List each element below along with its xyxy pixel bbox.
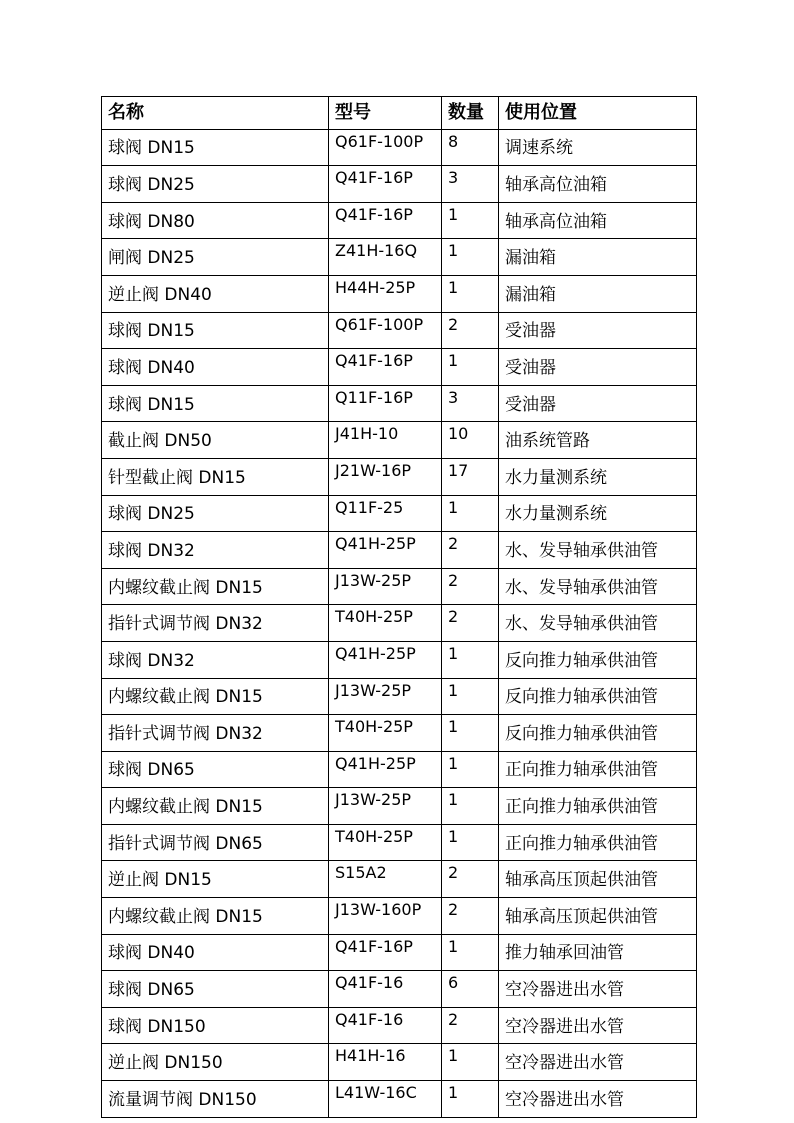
- cell-name: 球阀 DN25: [102, 166, 329, 203]
- table-row: [102, 678, 697, 715]
- cell-name: 球阀 DN40: [102, 934, 329, 971]
- cell-location: 正向推力轴承供油管: [499, 788, 697, 825]
- table-row: [102, 422, 697, 459]
- cell-name: 针型截止阀 DN15: [102, 458, 329, 495]
- cell-location: 受油器: [499, 349, 697, 386]
- cell-location: 轴承高压顶起供油管: [499, 898, 697, 935]
- cell-name: 流量调节阀 DN150: [102, 1081, 329, 1118]
- cell-location: 正向推力轴承供油管: [499, 751, 697, 788]
- cell-model: J41H-10: [329, 422, 442, 459]
- cell-location: 水、发导轴承供油管: [499, 532, 697, 569]
- cell-name: 逆止阀 DN40: [102, 275, 329, 312]
- cell-model: Q11F-25: [329, 495, 442, 532]
- cell-location: 空冷器进出水管: [499, 971, 697, 1008]
- cell-name: 球阀 DN15: [102, 129, 329, 166]
- cell-name: 截止阀 DN50: [102, 422, 329, 459]
- cell-location: 调速系统: [499, 129, 697, 166]
- cell-location: 轴承高位油箱: [499, 202, 697, 239]
- table-row: [102, 605, 697, 642]
- table-row: [102, 1081, 697, 1118]
- cell-qty: 2: [442, 605, 499, 642]
- table-row: [102, 532, 697, 569]
- header-location: 使用位置: [499, 97, 697, 130]
- cell-location: 反向推力轴承供油管: [499, 678, 697, 715]
- cell-model: J13W-25P: [329, 678, 442, 715]
- cell-model: J13W-25P: [329, 568, 442, 605]
- table-row: [102, 751, 697, 788]
- cell-qty: 2: [442, 861, 499, 898]
- cell-model: Q41F-16: [329, 1007, 442, 1044]
- cell-qty: 17: [442, 458, 499, 495]
- table-row: [102, 788, 697, 825]
- valve-table: [101, 96, 697, 1118]
- table-row: [102, 202, 697, 239]
- table-row: [102, 495, 697, 532]
- cell-model: Q41F-16P: [329, 349, 442, 386]
- table-header-row: [102, 97, 697, 130]
- cell-location: 水、发导轴承供油管: [499, 605, 697, 642]
- table-row: [102, 824, 697, 861]
- cell-qty: 1: [442, 788, 499, 825]
- cell-name: 内螺纹截止阀 DN15: [102, 788, 329, 825]
- cell-model: J13W-160P: [329, 898, 442, 935]
- cell-model: T40H-25P: [329, 715, 442, 752]
- cell-model: S15A2: [329, 861, 442, 898]
- cell-name: 指针式调节阀 DN32: [102, 715, 329, 752]
- cell-name: 指针式调节阀 DN32: [102, 605, 329, 642]
- table-row: [102, 898, 697, 935]
- cell-model: Q41H-25P: [329, 641, 442, 678]
- table-row: [102, 349, 697, 386]
- header-model: 型号: [329, 97, 442, 130]
- table-row: [102, 1044, 697, 1081]
- table-row: [102, 715, 697, 752]
- cell-location: 漏油箱: [499, 239, 697, 276]
- table-row: [102, 385, 697, 422]
- cell-model: Q41H-25P: [329, 751, 442, 788]
- cell-name: 闸阀 DN25: [102, 239, 329, 276]
- cell-qty: 6: [442, 971, 499, 1008]
- cell-qty: 1: [442, 641, 499, 678]
- cell-name: 指针式调节阀 DN65: [102, 824, 329, 861]
- cell-model: T40H-25P: [329, 605, 442, 642]
- cell-qty: 1: [442, 678, 499, 715]
- table-row: [102, 861, 697, 898]
- cell-location: 受油器: [499, 312, 697, 349]
- cell-location: 空冷器进出水管: [499, 1044, 697, 1081]
- cell-qty: 2: [442, 568, 499, 605]
- cell-model: Q41F-16P: [329, 934, 442, 971]
- cell-name: 球阀 DN15: [102, 385, 329, 422]
- cell-model: Q41F-16P: [329, 166, 442, 203]
- cell-name: 球阀 DN65: [102, 751, 329, 788]
- cell-qty: 2: [442, 312, 499, 349]
- table-body: [102, 97, 697, 1118]
- cell-name: 球阀 DN32: [102, 532, 329, 569]
- table-row: [102, 275, 697, 312]
- cell-model: Q41H-25P: [329, 532, 442, 569]
- cell-qty: 1: [442, 751, 499, 788]
- cell-model: Q11F-16P: [329, 385, 442, 422]
- cell-qty: 1: [442, 239, 499, 276]
- cell-name: 球阀 DN40: [102, 349, 329, 386]
- cell-model: Q41F-16P: [329, 202, 442, 239]
- cell-model: Q41F-16: [329, 971, 442, 1008]
- cell-model: J21W-16P: [329, 458, 442, 495]
- cell-location: 漏油箱: [499, 275, 697, 312]
- cell-location: 油系统管路: [499, 422, 697, 459]
- cell-location: 反向推力轴承供油管: [499, 641, 697, 678]
- cell-qty: 2: [442, 532, 499, 569]
- cell-model: H41H-16: [329, 1044, 442, 1081]
- header-name: 名称: [102, 97, 329, 130]
- cell-model: J13W-25P: [329, 788, 442, 825]
- cell-name: 内螺纹截止阀 DN15: [102, 898, 329, 935]
- table-row: [102, 971, 697, 1008]
- cell-name: 球阀 DN32: [102, 641, 329, 678]
- cell-qty: 1: [442, 275, 499, 312]
- table-row: [102, 641, 697, 678]
- cell-location: 轴承高压顶起供油管: [499, 861, 697, 898]
- table-row: [102, 312, 697, 349]
- cell-qty: 1: [442, 495, 499, 532]
- cell-model: Z41H-16Q: [329, 239, 442, 276]
- cell-name: 球阀 DN80: [102, 202, 329, 239]
- cell-model: L41W-16C: [329, 1081, 442, 1118]
- cell-qty: 1: [442, 934, 499, 971]
- cell-qty: 1: [442, 202, 499, 239]
- cell-qty: 1: [442, 1044, 499, 1081]
- cell-name: 逆止阀 DN150: [102, 1044, 329, 1081]
- cell-location: 反向推力轴承供油管: [499, 715, 697, 752]
- cell-qty: 2: [442, 898, 499, 935]
- cell-location: 空冷器进出水管: [499, 1081, 697, 1118]
- cell-name: 内螺纹截止阀 DN15: [102, 568, 329, 605]
- header-qty: 数量: [442, 97, 499, 130]
- cell-location: 轴承高位油箱: [499, 166, 697, 203]
- cell-qty: 3: [442, 385, 499, 422]
- cell-qty: 1: [442, 349, 499, 386]
- cell-location: 水、发导轴承供油管: [499, 568, 697, 605]
- cell-location: 空冷器进出水管: [499, 1007, 697, 1044]
- cell-qty: 1: [442, 715, 499, 752]
- table-row: [102, 458, 697, 495]
- cell-name: 内螺纹截止阀 DN15: [102, 678, 329, 715]
- cell-location: 水力量测系统: [499, 458, 697, 495]
- cell-location: 受油器: [499, 385, 697, 422]
- table-row: [102, 568, 697, 605]
- table-row: [102, 239, 697, 276]
- cell-name: 球阀 DN15: [102, 312, 329, 349]
- cell-location: 推力轴承回油管: [499, 934, 697, 971]
- cell-qty: 1: [442, 1081, 499, 1118]
- cell-location: 水力量测系统: [499, 495, 697, 532]
- cell-qty: 1: [442, 824, 499, 861]
- cell-name: 球阀 DN25: [102, 495, 329, 532]
- cell-model: Q61F-100P: [329, 312, 442, 349]
- cell-name: 逆止阀 DN15: [102, 861, 329, 898]
- cell-qty: 10: [442, 422, 499, 459]
- cell-model: Q61F-100P: [329, 129, 442, 166]
- cell-name: 球阀 DN65: [102, 971, 329, 1008]
- cell-location: 正向推力轴承供油管: [499, 824, 697, 861]
- table-row: [102, 129, 697, 166]
- cell-qty: 8: [442, 129, 499, 166]
- table-row: [102, 934, 697, 971]
- cell-model: H44H-25P: [329, 275, 442, 312]
- cell-qty: 2: [442, 1007, 499, 1044]
- cell-qty: 3: [442, 166, 499, 203]
- table-row: [102, 1007, 697, 1044]
- cell-name: 球阀 DN150: [102, 1007, 329, 1044]
- cell-model: T40H-25P: [329, 824, 442, 861]
- table-row: [102, 166, 697, 203]
